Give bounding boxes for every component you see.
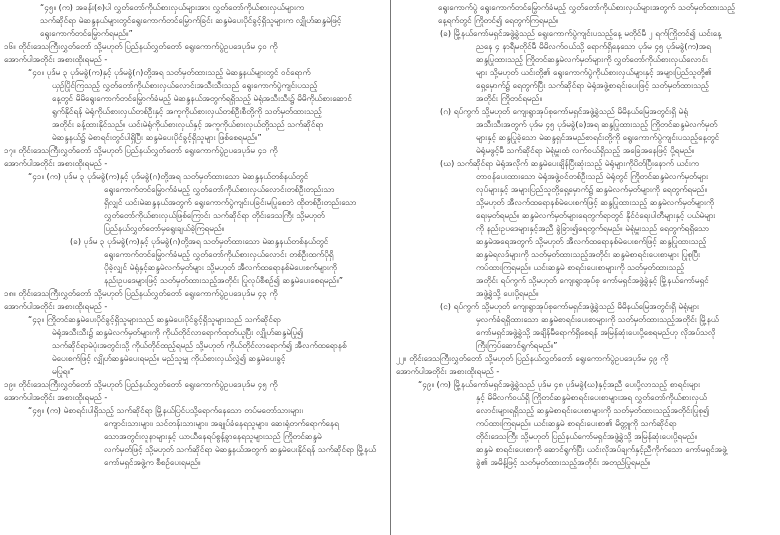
text-line: (င) ရပ်ကွက် သို့မဟုတ် ကျေးရွာအုပ်စုကော်မရှင်အဖွဲ့ခွဲသည် မိမိနယ်မြေအတွင်းရှိ မဲရုံများ <box>440 302 700 311</box>
text-line: တိုင်းဒေသကြီး သို့မဟုတ် ပြည်နယ်ကော်မရှင်အဖွဲ့ခွဲသို့ အမြန်ဆုံးပေးပို့ရမည်။ <box>476 432 698 441</box>
text-line: လက်မှတ်ဖြင့် သို့မဟုတ် သက်ဆိုင်ရာ မဲဆန္ဒနယ်အတွက် ဆန္ဒမဲပေးနိုင်ရန် သက်ဆိုင်ရာ မြို့နယ် <box>104 445 376 454</box>
text-line: ညနေ ၄ နာရီမတိုင်မီ မိမိလက်ဝယ်သို့ ရောက်ရှိနေသော ပုဒ်မ ၄၅ ပုဒ်မခွဲ(က)အရ <box>476 42 711 51</box>
text-line: ရွေးကောက်တင်မြှောက်ခံမည့် လွှတ်တော်ကိုယ်စားလှယ်လောင်းတစ်ဦးတည်းသာ <box>104 185 335 194</box>
text-line: လွှတ်တော်ကိုယ်စားလှယ်ဖြစ်ကြောင်း သက်ဆိုင်ရာ တိုင်းဒေသကြီး သို့မဟုတ် <box>104 211 325 220</box>
text-line: ၁၈။ တိုင်းဒေသကြီးလွှတ်တော် သို့မဟုတ် ပြည်နယ်လွှတ်တော် ရွေးကောက်ပွဲဥပဒေပုဒ်မ ၄၃ ကို <box>4 289 278 298</box>
text-line: (ခ) မြို့နယ်ကော်မရှင်အဖွဲ့ခွဲသည် ရွေးကောက်ပွဲကျင်းပသည့်နေ့ မတိုင်မီ ၂ ရက်ကြိုတင်၍ ယင်းနေ့ <box>440 29 722 38</box>
text-line: ပိုခဲ့လျှင် မဲရုံနှင့်ဆန္ဒမဲလက်မှတ်များ သို့မဟုတ် အီလက်ထရောနစ်မဲပေးစက်များကို <box>104 263 337 272</box>
text-line: “၄၀။ ပုဒ်မ ၃ ပုဒ်မခွဲ(က)နှင့် ပုဒ်မခွဲ(ဂ)တို့အရ သတ်မှတ်ထားသည့် မဲဆန္ဒနယ်များတွင် ဝင်ရောက် <box>28 68 311 77</box>
text-line: အတိုင်း ကြိုတင်ရမည်။ <box>476 94 542 103</box>
text-line: ဆန္ဒမဲအရေအတွက် သို့မဟုတ် အီလက်ထရောနစ်မဲပေးစက်ဖြင့် ဆန္ဒပြုထားသည့် <box>476 237 707 246</box>
text-line: ကပ်ထားကြရမည်။ ယင်းဆန္ဒမဲ စာရင်းပေးစာ၏ မိတ္တူကို သက်ဆိုင်ရာ <box>476 419 677 428</box>
text-line: ကို နည်းဥပဒေများနှင့်အညီ ခွဲခြား၍ရေတွက်ရမည်။ မဲရုံမှူးသည် ရေတွက်ရရှိသော <box>476 224 710 233</box>
text-line: ၂၂။ တိုင်းဒေသကြီးလွှတ်တော် သို့မဟုတ် ပြည်နယ်လွှတ်တော် ရွေးကောက်ပွဲဥပဒေပုဒ်မ ၄၉ ကို <box>396 354 669 363</box>
text-line: အောက်ပါအတိုင်း အစားထိုးရမည် - <box>4 393 108 402</box>
text-line: ကြီးကြပ်ဆောင်ရွက်ရမည်။” <box>476 341 558 350</box>
text-line: သောအတွင်းလူနာများနှင့် ယာယီနေရပ်စွန့်ခွာနေရသူများသည် ကြိုတင်ဆန္ဒမဲ <box>104 432 322 441</box>
text-line: (ခ) ပုဒ်မ ၃ ပုဒ်မခွဲ(က)နှင့် ပုဒ်မခွဲ(ဂ)တို့အရ သတ်မှတ်ထားသော မဲဆန္ဒနယ်တစ်နယ်တွင် <box>70 237 329 246</box>
text-line: ၁၆။ တိုင်းဒေသကြီးလွှတ်တော် သို့မဟုတ် ပြည်နယ်လွှတ်တော် ရွေးကောက်ပွဲဥပဒေပုဒ်မ ၄၀ ကို <box>4 42 278 51</box>
text-line: (ဃ) သက်ဆိုင်ရာ မဲရုံအလိုက် ဆန္ဒမဲပေးချိန်ပြီးဆုံးသည့် မဲရုံများကိုပိတ်ပြီးနောက် ယင်းက <box>440 159 699 168</box>
text-line: ကော်မရှင်အဖွဲ့ခွဲသို့ အချိန်မီရောက်ရှိစေရန် အမြန်ဆုံးပေးပို့စေရမည်ဟု လိုအပ်သလို <box>476 328 716 337</box>
text-line: “၄၅။ (က) မဲစာရင်းပါရှိသည့် သက်ဆိုင်ရာ မြို့နယ်ပြင်ပသို့ရောက်နေသော တပ်မတော်သားများ၊ <box>28 406 303 415</box>
text-line: အောက်ပါအတိုင်း အစားထိုးရမည် - <box>4 302 108 311</box>
text-line: အောက်ပါအတိုင်း အစားထိုးရမည် - <box>4 159 108 168</box>
text-line: မဲရုံမဖွင့်မီ သက်ဆိုင်ရာ မဲရုံမှူးထံ လက်ဝယ်ရှိသည့် အခြေအနေဖြင့် ပို့ရမည်။ <box>476 146 695 155</box>
text-line: အတိုင်း ခန့်ထားနိုင်သည်။ ယင်းမဲရုံကိုယ်စားလှယ်နှင့် အကူကိုယ်စားလှယ်တို့သည် သက်ဆိုင်ရာ <box>52 120 324 129</box>
text-line: နေ့ရက်တွင် ကြိုတင်၍ ရေတွက်ကြရမည်။ <box>438 16 559 25</box>
text-line: သက်ဆိုင်ရာ မဲဆန္ဒနယ်များတွင်ရွေးကောက်တင်မြှောက်ခြင်း ဆန္ဒမဲပေးပိုင်ခွင့်ရှိသူများက လျှိုဟ်ဆန္ဒမဲဖြင့် <box>40 16 342 25</box>
text-line: မဲဆန္ဒနယ်၌ မဲစာရင်းတွင်ပါရှိပြီး ဆန္ဒမဲပေးပိုင်ခွင့်ရှိသူများ ဖြစ်စေရမည်။” <box>52 133 262 142</box>
text-line: ၁၉။ တိုင်းဒေသကြီးလွှတ်တော် သို့မဟုတ် ပြည်နယ်လွှတ်တော် ရွေးကောက်ပွဲဥပဒေပုဒ်မ ၄၅ ကို <box>4 380 278 389</box>
text-line: နှင့် မိမိလက်ဝယ်ရှိ ကြိုတင်ဆန္ဒမဲစာရင်းပေးစာများအရ လွှတ်တော်ကိုယ်စားလှယ် <box>476 393 707 402</box>
text-line: ရွေးကောက်တင်မြှောက်ခံမည့် လွှတ်တော်ကိုယ်စားလှယ်လောင်း တစ်ဦးထက်ပိုရှိ <box>104 250 334 259</box>
text-line: ကျောင်းသားများ၊ သင်တန်းသားများ၊ အချုပ်ခံနေရသူများ၊ ဆေးရုံတက်ရောက်နေရ <box>104 419 339 428</box>
text-line: အသီးသီးအတွက် ပုဒ်မ ၄၅ ပုဒ်မခွဲ(ခ)အရ ဆန္ဒပြုထားသည့် ကြိုတင်ဆန္ဒမဲလက်မှတ် <box>476 120 718 129</box>
text-line: ဆန္ဒမဲ စာရင်းပေးစာကို ဆောင်ရွက်ပြီး ယင်းလိုအပ်ချက်နှင့်ညီကိုက်သော ကော်မရှင်အဖွဲ့ <box>476 445 727 454</box>
text-line: မဲပေးစက်ဖြင့် လျှိုဟ်ဆန္ဒမဲပေးရမည်။ မည်သူမျှ ကိုယ်စားလှယ်လွှဲ၍ ဆန္ဒမဲပေးခွင့် <box>52 354 286 363</box>
text-line: (ဂ) ရပ်ကွက် သို့မဟုတ် ကျေးရွာအုပ်စုကော်မရှင်အဖွဲ့ခွဲသည် မိမိနယ်မြေအတွင်းရှိ မဲရုံ <box>440 107 688 116</box>
text-line: များနှင့် ဆန္ဒပြုခဲ့သော မဲဆန္ဒရှင်အမည်စာရင်းတို့ကို ရွေးကောက်ပွဲကျင်းပသည့်နေ့တွင် <box>476 133 720 142</box>
text-line: ကပ်ထားကြရမည်။ ယင်းဆန္ဒမဲ စာရင်းပေးစာများကို သတ်မှတ်ထားသည့် <box>476 263 685 272</box>
text-line: ရွက်နိုင်ရန် မဲရုံကိုယ်စားလှယ်တစ်ဦးနှင့် အကူကိုယ်စားလှယ်တစ်ဦးစီတို့ကို သတ်မှတ်ထားသည့် <box>52 107 322 116</box>
text-line: အတိုင်း ရပ်ကွက် သို့မဟုတ် ကျေးရွာအုပ်စု ကော်မရှင်အဖွဲ့ခွဲနှင့် မြို့နယ်ကော်မရှင် <box>476 276 709 285</box>
text-line: သက်ဆိုင်ရာမဲပုံးအတွင်းသို့ ကိုယ်တိုင်ထည့်ရမည် သို့မဟုတ် ကိုယ်တိုင်လာရောက်၍ အီလက်ထရောနစ် <box>52 341 347 350</box>
text-line: ကော်မရှင်အဖွဲ့က စီစဉ်ပေးရမည်။ <box>104 458 201 467</box>
text-line: ရွေးကောက်တင်မြှောက်ရမည်။” <box>40 29 133 38</box>
text-line: ရှိလျှင် ယင်းမဲဆန္ဒနယ်အတွက် ရွေးကောက်ပွဲကျင်းပခြင်းမပြုစေဘဲ ထိုတစ်ဦးတည်းသော <box>104 198 357 207</box>
text-line: နေ့တွင် မိမိရွေးကောက်တင်မြှောက်ခံမည့် မဲဆန္ဒနယ်အတွက်ရရှိသည့် မဲရုံအသီးသီး၌ မိမိကိုယ်စားဆောင် <box>52 94 352 103</box>
text-line: မပြုရ။” <box>52 367 75 376</box>
text-line: ရှေ့မှောက်၌ ရေတွက်ပြီး သက်ဆိုင်ရာ မဲရုံအဖွဲ့စာရင်းပေးဖြင့် သတ်မှတ်ထားသည့် <box>476 81 709 90</box>
text-line: သို့မဟုတ် အီလက်ထရောနစ်မဲပေးစက်ဖြင့် ဆန္ဒပြုထားသည့် ဆန္ဒမဲလက်မှတ်များကို <box>476 198 714 207</box>
text-line: ရွေးကောက်ပွဲ ရွေးကောက်တင်မြှောက်ခံမည့် လွှတ်တော်ကိုယ်စားလှယ်များအတွက် သတ်မှတ်ထားသည့် <box>438 3 736 12</box>
right-column <box>392 0 780 535</box>
text-line: “၄၉။ (က) မြို့နယ်ကော်မရှင်အဖွဲ့ခွဲသည် ပုဒ်မ ၄၈ ပုဒ်မခွဲ(ဃ)နှင့်အညီ ပေးပို့လာသည့် စာရင်းများ <box>418 380 701 389</box>
text-line: လောင်းများရရှိသည့် ဆန္ဒမဲစာရင်းပေးစာများကို သတ်မှတ်ထားသည့်အတိုင်းပြုစု၍ <box>476 406 710 415</box>
column-divider <box>390 0 391 535</box>
text-line: တာဝန်ပေးထားသော မဲရုံအဖွဲ့ဝင်တစ်ဦးသည် မဲရုံတွင် ကြိုတင်ဆန္ဒမဲလက်မှတ်များ <box>476 172 709 181</box>
text-line: ၁၇။ တိုင်းဒေသကြီးလွှတ်တော် သို့မဟုတ် ပြည်နယ်လွှတ်တော် ရွေးကောက်ပွဲဥပဒေပုဒ်မ ၄၁ ကို <box>4 146 278 155</box>
text-line: ခွဲ၏ အမိန့်ဖြင့် သတ်မှတ်ထားသည့်အတိုင်း အတည်ပြုရမည်။ <box>476 458 651 467</box>
text-line: နည်းဥပဒေများဖြင့် သတ်မှတ်ထားသည့်အတိုင်း ပြုလုပ်စီစဉ်၍ ဆန္ဒမဲပေးစေရမည်။” <box>104 276 344 285</box>
text-line: မှလက်ခံရရှိထားသော ဆန္ဒမဲစာရင်းပေးစာများကို သတ်မှတ်ထားသည့်အတိုင်း မြို့နယ် <box>476 315 719 324</box>
text-line: လုပ်များနှင့် အများပြည်သူတို့ရှေ့မှောက်၌ ဆန္ဒမဲလက်မှတ်များကို ရေတွက်ရမည်။ <box>476 185 708 194</box>
text-line: မဲရုံအသီးသီး၌ ဆန္ဒမဲလက်မှတ်များကို ကိုယ်တိုင်လာရောက်ထုတ်ယူပြီး လျှိုဟ်ဆန္ဒမဲပြု၍ <box>52 328 304 337</box>
text-line: “၄၁။ (က) ပုဒ်မ ၃ ပုဒ်မခွဲ(က)နှင့် ပုဒ်မခွဲ(ဂ)တို့အရ သတ်မှတ်ထားသော မဲဆန္ဒနယ်တစ်နယ်တွင် <box>28 172 309 181</box>
text-line: “၄၅။ (က) အခန်း(၈)ပါ လွှတ်တော်ကိုယ်စားလှယ်များအား လွှတ်တော်ကိုယ်စားလှယ်များက <box>40 3 304 12</box>
text-line: ဆန္ဒမဲရလဒ်များကို သတ်မှတ်ထားသည့်အတိုင်း ဆန္ဒမဲစာရင်းပေးစာများ ပြုစုပြီး <box>476 250 701 259</box>
text-line: ရေးမှတ်ရမည်။ ဆန္ဒမဲလက်မှတ်များရေတွက်ရာတွင် နိုင်ငံရေးပါတီများနှင့် ပယ်မဲများ <box>476 211 716 220</box>
text-line: အဖွဲ့ခွဲသို့ ပေးပို့ရမည်။ <box>476 289 539 298</box>
text-line: များ သို့မဟုတ် ယင်းတို့၏ ရွေးကောက်ပွဲကိုယ်စားလှယ်များနှင့် အများပြည်သူတို့၏ <box>476 68 712 77</box>
text-line: “၄၃။ ကြိုတင်ဆန္ဒမဲပေးပိုင်ခွင့်ရှိသူများသည် ဆန္ဒမဲပေးပိုင်ခွင့်ရှိသူများသည် သက်ဆိုင်ရာ <box>28 315 281 324</box>
text-line: ယှဉ်ပြိုင်ကြသည့် လွှတ်တော်ကိုယ်စားလှယ်လောင်းအသီးသီးသည် ရွေးကောက်ပွဲကျင်းပသည့် <box>52 81 318 90</box>
text-line: ဆန္ဒပြုထားသည့် ကြိုတင်ဆန္ဒမဲလက်မှတ်များကို လွှတ်တော်ကိုယ်စားလှယ်လောင်း <box>476 55 708 64</box>
text-line: အောက်ပါအတိုင်း အစားထိုးရမည် - <box>396 367 500 376</box>
text-line: အောက်ပါအတိုင်း အစားထိုးရမည် - <box>4 55 108 64</box>
text-line: ပြည်နယ်လွှတ်တော်မှရွေးချယ်ခဲ့ကြရမည်။ <box>104 224 225 233</box>
